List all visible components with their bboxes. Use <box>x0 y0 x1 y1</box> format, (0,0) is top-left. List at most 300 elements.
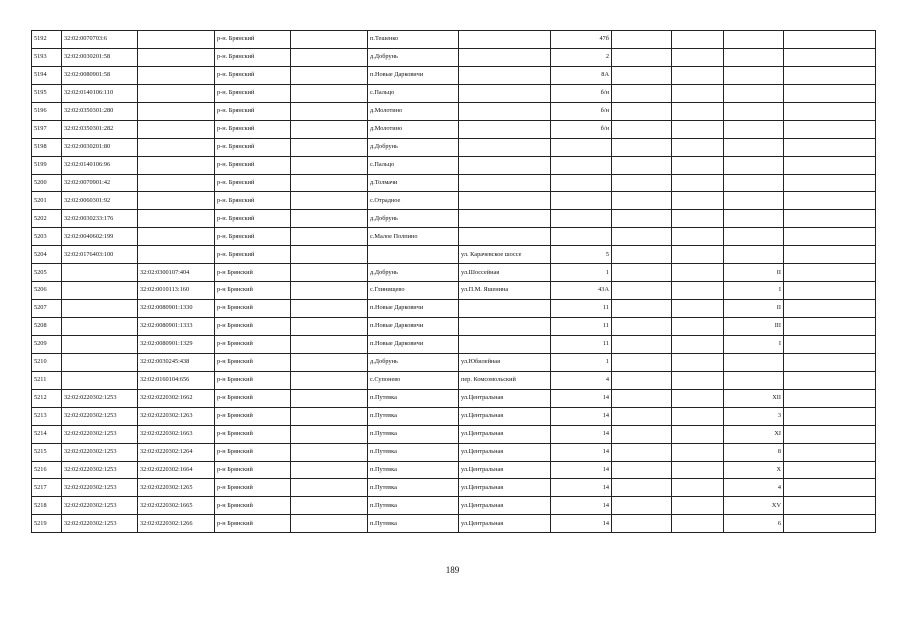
table-row <box>32 479 876 497</box>
table-row <box>32 192 876 210</box>
table-cell <box>784 48 876 66</box>
table-cell <box>459 174 551 192</box>
table-cell: ул.Центральная <box>459 479 551 497</box>
table-cell: 5201 <box>32 192 62 210</box>
table-cell <box>784 461 876 479</box>
table-cell: 32:02:0160104:656 <box>138 371 215 389</box>
table-cell: 32:02:0220302:1253 <box>62 497 138 515</box>
table-cell: 14 <box>551 479 612 497</box>
table-row <box>32 335 876 353</box>
table-cell: 32:02:0220302:1253 <box>62 443 138 461</box>
table-cell: 5207 <box>32 300 62 318</box>
table-cell: р-н Брянский <box>215 353 291 371</box>
table-cell: ул.Центральная <box>459 407 551 425</box>
table-cell <box>62 264 138 282</box>
table-cell <box>784 102 876 120</box>
table-cell <box>291 84 368 102</box>
table-cell: д.Добрунь <box>368 264 459 282</box>
table-cell <box>291 515 368 533</box>
table-cell: ул.Центральная <box>459 425 551 443</box>
table-cell <box>784 31 876 49</box>
registry-table <box>31 30 876 533</box>
table-cell: 32:02:0040602:199 <box>62 228 138 246</box>
table-cell: 32:02:0030201:80 <box>62 138 138 156</box>
table-cell <box>784 264 876 282</box>
table-cell <box>291 282 368 300</box>
table-row <box>32 246 876 264</box>
table-cell <box>62 335 138 353</box>
table-cell: 4 <box>724 479 784 497</box>
table-row <box>32 389 876 407</box>
table-cell <box>459 228 551 246</box>
table-cell: 8 <box>724 443 784 461</box>
table-cell: 5211 <box>32 371 62 389</box>
table-cell <box>612 461 672 479</box>
table-cell <box>724 156 784 174</box>
table-cell <box>459 48 551 66</box>
table-cell: б/н <box>551 120 612 138</box>
table-cell: 32:02:0220302:1253 <box>62 515 138 533</box>
table-cell: 5205 <box>32 264 62 282</box>
table-cell: п.Путевка <box>368 443 459 461</box>
table-cell: 5214 <box>32 425 62 443</box>
table-cell <box>459 192 551 210</box>
table-cell: п.Новые Дарковичи <box>368 300 459 318</box>
table-cell: 5206 <box>32 282 62 300</box>
table-cell <box>784 246 876 264</box>
table-cell: р-н Брянский <box>215 407 291 425</box>
table-row <box>32 31 876 49</box>
table-cell <box>62 353 138 371</box>
table-cell: ул.Центральная <box>459 497 551 515</box>
table-row <box>32 425 876 443</box>
table-cell: 4 <box>551 371 612 389</box>
table-cell: 6 <box>724 515 784 533</box>
table-cell: р-н. Брянский <box>215 84 291 102</box>
table-cell: р-н Брянский <box>215 443 291 461</box>
table-cell: 32:02:0176403:100 <box>62 246 138 264</box>
table-cell <box>724 120 784 138</box>
table-cell <box>612 443 672 461</box>
table-cell: 32:02:0220302:1253 <box>62 479 138 497</box>
table-cell <box>291 264 368 282</box>
table-cell: ул. Карачевское шоссе <box>459 246 551 264</box>
table-cell: п.Новые Дарковичи <box>368 66 459 84</box>
table-cell: д.Добрунь <box>368 210 459 228</box>
table-cell <box>672 461 724 479</box>
table-cell: 32:02:0030233:176 <box>62 210 138 228</box>
table-cell: с.Глинищево <box>368 282 459 300</box>
table-cell: р-н. Брянский <box>215 156 291 174</box>
table-row <box>32 102 876 120</box>
table-row <box>32 228 876 246</box>
table-cell <box>291 246 368 264</box>
table-cell: 3 <box>724 407 784 425</box>
table-cell <box>784 371 876 389</box>
table-cell: 14 <box>551 407 612 425</box>
table-cell: 14 <box>551 461 612 479</box>
table-cell <box>724 66 784 84</box>
table-cell <box>672 515 724 533</box>
table-cell: п.Путевка <box>368 497 459 515</box>
table-cell: 11 <box>551 335 612 353</box>
table-cell: 5203 <box>32 228 62 246</box>
table-cell <box>784 174 876 192</box>
table-cell <box>138 156 215 174</box>
table-cell <box>138 120 215 138</box>
table-cell <box>459 318 551 336</box>
table-cell <box>784 407 876 425</box>
table-cell: 32:02:0220302:1266 <box>138 515 215 533</box>
table-cell <box>784 443 876 461</box>
table-cell <box>291 138 368 156</box>
table-cell: р-н. Брянский <box>215 120 291 138</box>
table-cell: р-н Брянский <box>215 479 291 497</box>
table-cell: 5204 <box>32 246 62 264</box>
table-cell <box>672 443 724 461</box>
table-cell <box>724 31 784 49</box>
table-cell <box>784 497 876 515</box>
table-cell <box>612 174 672 192</box>
table-cell <box>612 210 672 228</box>
table-cell <box>62 318 138 336</box>
table-cell: 32:02:0220302:1265 <box>138 479 215 497</box>
table-cell <box>784 425 876 443</box>
table-cell <box>672 264 724 282</box>
table-cell <box>138 84 215 102</box>
table-cell: 43А <box>551 282 612 300</box>
table-cell: 32:02:0300107:404 <box>138 264 215 282</box>
table-cell <box>459 210 551 228</box>
table-cell <box>724 48 784 66</box>
table-row <box>32 174 876 192</box>
table-cell <box>672 407 724 425</box>
table-cell <box>291 66 368 84</box>
table-cell <box>62 371 138 389</box>
table-cell: 32:02:0080901:1329 <box>138 335 215 353</box>
table-cell: 32:02:0220302:1663 <box>138 425 215 443</box>
table-cell: 32:02:0220302:1253 <box>62 461 138 479</box>
table-cell <box>612 120 672 138</box>
table-cell <box>672 479 724 497</box>
table-cell <box>724 138 784 156</box>
table-cell <box>672 192 724 210</box>
table-cell: 5215 <box>32 443 62 461</box>
table-cell <box>551 156 612 174</box>
table-cell <box>291 318 368 336</box>
table-cell <box>138 210 215 228</box>
table-cell: р-н Брянский <box>215 461 291 479</box>
table-cell <box>291 479 368 497</box>
table-cell <box>551 174 612 192</box>
table-cell <box>672 389 724 407</box>
table-cell <box>784 353 876 371</box>
table-cell: 5198 <box>32 138 62 156</box>
table-cell <box>612 84 672 102</box>
table-cell <box>672 300 724 318</box>
table-cell: 32:02:0220302:1263 <box>138 407 215 425</box>
table-cell: ул.Шоссейная <box>459 264 551 282</box>
table-cell: 32:02:0080901:1333 <box>138 318 215 336</box>
table-cell: 11 <box>551 300 612 318</box>
table-cell: п.Путевка <box>368 461 459 479</box>
table-cell: 32:02:0220302:1662 <box>138 389 215 407</box>
table-row <box>32 138 876 156</box>
table-cell: п.Тешенко <box>368 31 459 49</box>
table-cell <box>612 264 672 282</box>
table-cell: 1 <box>551 264 612 282</box>
table-cell <box>672 31 724 49</box>
table-cell <box>459 138 551 156</box>
table-cell <box>672 138 724 156</box>
table-cell: 5193 <box>32 48 62 66</box>
table-cell: 32:02:0220302:1253 <box>62 389 138 407</box>
table-cell: д.Добрунь <box>368 353 459 371</box>
table-cell: 32:02:0220302:1264 <box>138 443 215 461</box>
table-cell <box>612 497 672 515</box>
table-cell: п.Путевка <box>368 515 459 533</box>
table-cell <box>784 282 876 300</box>
table-cell <box>672 210 724 228</box>
table-cell <box>672 102 724 120</box>
table-cell: 32:02:0010113:160 <box>138 282 215 300</box>
table-cell: 5194 <box>32 66 62 84</box>
table-cell <box>672 497 724 515</box>
table-cell <box>612 353 672 371</box>
table-row <box>32 48 876 66</box>
table-cell <box>612 282 672 300</box>
table-cell: 5199 <box>32 156 62 174</box>
table-cell <box>784 192 876 210</box>
table-row <box>32 282 876 300</box>
table-cell: р-н Брянский <box>215 335 291 353</box>
table-cell <box>551 210 612 228</box>
table-cell <box>784 515 876 533</box>
table-cell: р-н. Брянский <box>215 246 291 264</box>
table-cell <box>784 210 876 228</box>
table-cell <box>291 156 368 174</box>
table-row <box>32 461 876 479</box>
table-cell <box>612 66 672 84</box>
table-cell <box>291 497 368 515</box>
table-cell: 5196 <box>32 102 62 120</box>
table-row <box>32 515 876 533</box>
table-cell <box>138 102 215 120</box>
table-cell: 14 <box>551 389 612 407</box>
table-cell: 32:02:0220302:1253 <box>62 425 138 443</box>
table-cell: 14 <box>551 497 612 515</box>
table-cell <box>784 335 876 353</box>
table-cell: д.Молотино <box>368 102 459 120</box>
table-cell: р-н. Брянский <box>215 210 291 228</box>
table-cell: II <box>724 300 784 318</box>
table-cell <box>291 371 368 389</box>
table-cell <box>672 66 724 84</box>
table-cell: ул.Центральная <box>459 389 551 407</box>
table-cell <box>612 102 672 120</box>
table-row <box>32 407 876 425</box>
table-cell: 32:02:0080901:58 <box>62 66 138 84</box>
table-cell <box>672 120 724 138</box>
table-cell <box>724 174 784 192</box>
table-cell: б/н <box>551 84 612 102</box>
table-cell: 32:02:0070703:6 <box>62 31 138 49</box>
table-cell: с.Пальцо <box>368 156 459 174</box>
table-cell <box>612 246 672 264</box>
table-cell: XI <box>724 425 784 443</box>
table-cell <box>459 102 551 120</box>
table-cell <box>612 138 672 156</box>
table-cell: 5219 <box>32 515 62 533</box>
table-cell <box>724 210 784 228</box>
table-cell <box>459 156 551 174</box>
table-cell <box>672 156 724 174</box>
table-cell: 32:02:0220302:1253 <box>62 407 138 425</box>
table-cell: п.Путевка <box>368 407 459 425</box>
table-cell <box>784 389 876 407</box>
table-cell: 5210 <box>32 353 62 371</box>
table-cell: д.Добрунь <box>368 138 459 156</box>
table-cell: II <box>724 264 784 282</box>
table-cell <box>724 102 784 120</box>
table-cell <box>291 353 368 371</box>
table-row <box>32 443 876 461</box>
table-cell <box>291 389 368 407</box>
table-cell <box>784 66 876 84</box>
table-cell <box>291 461 368 479</box>
table-cell: р-н. Брянский <box>215 31 291 49</box>
table-cell: 5208 <box>32 318 62 336</box>
table-cell: 5212 <box>32 389 62 407</box>
table-cell <box>62 300 138 318</box>
table-cell <box>784 318 876 336</box>
table-cell <box>291 120 368 138</box>
table-cell <box>612 300 672 318</box>
table-cell: р-н. Брянский <box>215 174 291 192</box>
table-cell: пер. Комсомольский <box>459 371 551 389</box>
table-cell <box>291 300 368 318</box>
table-cell <box>291 443 368 461</box>
table-cell: р-н Брянский <box>215 318 291 336</box>
table-row <box>32 264 876 282</box>
table-cell <box>138 138 215 156</box>
table-cell: п.Путевка <box>368 425 459 443</box>
table-cell: 14 <box>551 515 612 533</box>
table-cell: 5209 <box>32 335 62 353</box>
table-cell <box>138 31 215 49</box>
table-cell <box>672 174 724 192</box>
table-cell <box>459 66 551 84</box>
table-cell <box>672 246 724 264</box>
table-row <box>32 84 876 102</box>
table-cell <box>138 246 215 264</box>
table-cell: р-н. Брянский <box>215 138 291 156</box>
table-row <box>32 353 876 371</box>
table-cell <box>784 479 876 497</box>
table-cell: I <box>724 282 784 300</box>
table-cell: 14 <box>551 443 612 461</box>
table-cell: 32:02:0350301:280 <box>62 102 138 120</box>
table-cell: р-н. Брянский <box>215 66 291 84</box>
table-cell <box>138 228 215 246</box>
table-cell <box>612 515 672 533</box>
table-cell: 47б <box>551 31 612 49</box>
table-cell: 32:02:0030201:58 <box>62 48 138 66</box>
table-cell <box>551 192 612 210</box>
table-row <box>32 120 876 138</box>
table-cell <box>291 210 368 228</box>
table-row <box>32 497 876 515</box>
table-cell <box>784 120 876 138</box>
table-cell: ул.П.М. Яшенина <box>459 282 551 300</box>
table-cell <box>459 300 551 318</box>
table-row <box>32 371 876 389</box>
table-cell: ул.Центральная <box>459 461 551 479</box>
table-cell <box>672 425 724 443</box>
table-row <box>32 210 876 228</box>
table-cell: с.Отрадное <box>368 192 459 210</box>
table-cell: 32:02:0350301:282 <box>62 120 138 138</box>
table-cell: 5218 <box>32 497 62 515</box>
table-cell: р-н. Брянский <box>215 48 291 66</box>
table-cell: р-н Брянский <box>215 300 291 318</box>
table-cell <box>291 174 368 192</box>
table-cell <box>291 425 368 443</box>
table-cell: д.Молотино <box>368 120 459 138</box>
table-cell: р-н Брянский <box>215 371 291 389</box>
table-cell <box>724 371 784 389</box>
table-cell <box>724 353 784 371</box>
table-cell <box>138 174 215 192</box>
table-cell <box>612 48 672 66</box>
table-cell <box>612 31 672 49</box>
table-cell <box>672 353 724 371</box>
table-cell: ул.Центральная <box>459 515 551 533</box>
table-cell <box>612 425 672 443</box>
table-row <box>32 66 876 84</box>
table-cell: 5217 <box>32 479 62 497</box>
table-cell: р-н Брянский <box>215 389 291 407</box>
table-cell: 5202 <box>32 210 62 228</box>
table-cell <box>612 335 672 353</box>
table-cell: р-н. Брянский <box>215 228 291 246</box>
table-cell <box>672 48 724 66</box>
table-cell <box>62 282 138 300</box>
table-cell: 1 <box>551 353 612 371</box>
table-cell: 32:02:0220302:1665 <box>138 497 215 515</box>
table-cell <box>672 228 724 246</box>
table-cell <box>784 228 876 246</box>
table-cell: 32:02:0140106:96 <box>62 156 138 174</box>
table-row <box>32 318 876 336</box>
table-cell <box>291 102 368 120</box>
table-cell <box>368 246 459 264</box>
table-cell <box>612 156 672 174</box>
table-cell: III <box>724 318 784 336</box>
table-cell <box>612 371 672 389</box>
table-body <box>32 31 876 533</box>
table-cell <box>612 407 672 425</box>
table-cell: 32:02:0220302:1664 <box>138 461 215 479</box>
table-cell <box>724 246 784 264</box>
table-cell <box>724 228 784 246</box>
table-cell <box>724 192 784 210</box>
table-cell: р-н Брянский <box>215 515 291 533</box>
table-row <box>32 300 876 318</box>
table-cell: 32:02:0060301:92 <box>62 192 138 210</box>
table-cell: X <box>724 461 784 479</box>
table-cell: п.Новые Дарковичи <box>368 335 459 353</box>
